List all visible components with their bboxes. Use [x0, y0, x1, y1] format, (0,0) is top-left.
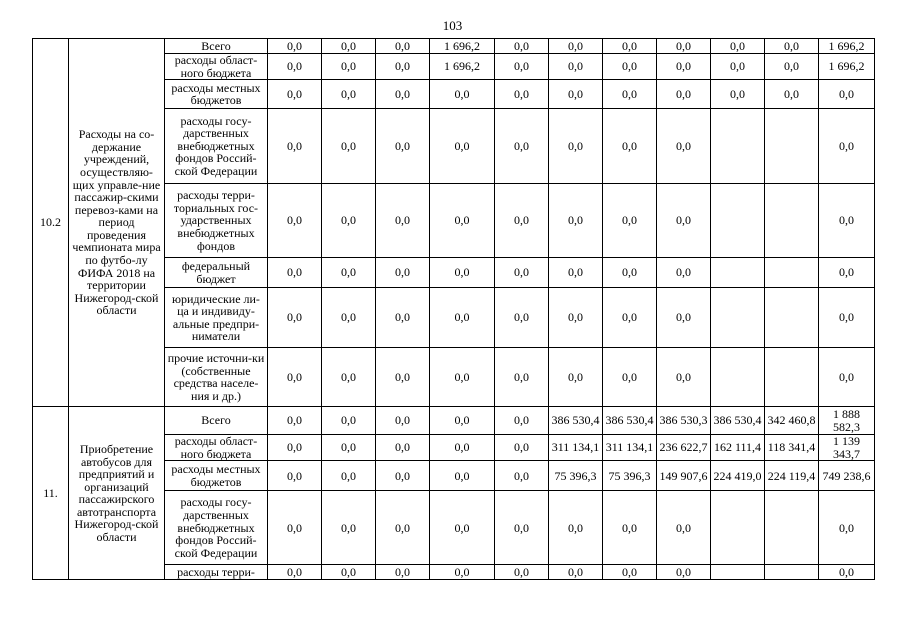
value-cell: 0,0: [376, 288, 430, 348]
value-cell: 0,0: [268, 435, 322, 461]
funding-category: расходы терри-ториальных гос-ударственных внебюджетных фондов: [165, 184, 268, 258]
value-cell: [711, 491, 765, 565]
value-cell: 0,0: [711, 54, 765, 80]
value-cell: 0,0: [657, 491, 711, 565]
value-cell: 0,0: [711, 80, 765, 109]
value-cell: 0,0: [322, 109, 376, 184]
value-cell: 0,0: [819, 491, 875, 565]
value-cell: 0,0: [268, 407, 322, 435]
value-cell: 0,0: [549, 184, 603, 258]
value-cell: [711, 288, 765, 348]
value-cell: 0,0: [322, 435, 376, 461]
value-cell: [765, 288, 819, 348]
value-cell: 0,0: [657, 80, 711, 109]
value-cell: 0,0: [819, 288, 875, 348]
value-cell: [765, 565, 819, 580]
value-cell: 0,0: [819, 80, 875, 109]
value-cell: 0,0: [376, 109, 430, 184]
value-cell: 0,0: [376, 407, 430, 435]
value-cell: 0,0: [819, 109, 875, 184]
value-cell: 0,0: [430, 435, 495, 461]
value-cell: 1 696,2: [819, 54, 875, 80]
value-cell: 224 419,0: [711, 461, 765, 491]
value-cell: [711, 348, 765, 407]
value-cell: 0,0: [495, 435, 549, 461]
value-cell: 0,0: [322, 565, 376, 580]
value-cell: 0,0: [268, 565, 322, 580]
value-cell: 0,0: [495, 184, 549, 258]
value-cell: 0,0: [430, 348, 495, 407]
table-body: [33, 39, 875, 580]
value-cell: 386 530,4: [711, 407, 765, 435]
value-cell: 0,0: [322, 407, 376, 435]
value-cell: 0,0: [603, 39, 657, 54]
value-cell: 0,0: [657, 565, 711, 580]
value-cell: 0,0: [430, 565, 495, 580]
value-cell: 0,0: [268, 39, 322, 54]
value-cell: 75 396,3: [549, 461, 603, 491]
value-cell: 0,0: [376, 435, 430, 461]
value-cell: 0,0: [495, 80, 549, 109]
value-cell: 0,0: [549, 491, 603, 565]
value-cell: 0,0: [603, 258, 657, 288]
value-cell: 0,0: [430, 184, 495, 258]
value-cell: 0,0: [657, 184, 711, 258]
value-cell: 0,0: [268, 461, 322, 491]
value-cell: 0,0: [819, 258, 875, 288]
value-cell: 0,0: [430, 258, 495, 288]
value-cell: 162 111,4: [711, 435, 765, 461]
value-cell: 0,0: [819, 565, 875, 580]
funding-category: прочие источни-ки (собственные средства населе-ния и др.): [165, 348, 268, 407]
value-cell: 0,0: [819, 184, 875, 258]
value-cell: 0,0: [711, 39, 765, 54]
value-cell: 0,0: [603, 348, 657, 407]
value-cell: 0,0: [495, 288, 549, 348]
value-cell: 224 119,4: [765, 461, 819, 491]
value-cell: [711, 184, 765, 258]
value-cell: 749 238,6: [819, 461, 875, 491]
budget-table: [32, 38, 875, 580]
value-cell: 0,0: [495, 39, 549, 54]
value-cell: 386 530,3: [657, 407, 711, 435]
section-number: 11.: [33, 407, 69, 580]
value-cell: 0,0: [376, 565, 430, 580]
value-cell: 0,0: [430, 407, 495, 435]
value-cell: 0,0: [549, 288, 603, 348]
value-cell: 311 134,1: [549, 435, 603, 461]
value-cell: 0,0: [603, 80, 657, 109]
value-cell: 0,0: [603, 565, 657, 580]
value-cell: 149 907,6: [657, 461, 711, 491]
value-cell: 0,0: [268, 80, 322, 109]
value-cell: 0,0: [268, 184, 322, 258]
value-cell: 0,0: [430, 109, 495, 184]
value-cell: [765, 184, 819, 258]
value-cell: [711, 109, 765, 184]
value-cell: 0,0: [430, 491, 495, 565]
value-cell: 0,0: [549, 80, 603, 109]
funding-category: расходы терри-: [165, 565, 268, 580]
value-cell: 386 530,4: [603, 407, 657, 435]
value-cell: 236 622,7: [657, 435, 711, 461]
value-cell: 0,0: [322, 184, 376, 258]
value-cell: 0,0: [495, 461, 549, 491]
funding-category: расходы госу-дарственных внебюджетных фондов Россий-ской Федерации: [165, 109, 268, 184]
value-cell: 0,0: [495, 491, 549, 565]
section-title: Расходы на со-держание учреждений, осуществляю-щих управле-ние пассажир-скими перевоз-ками на период проведения чемпионата мира по футбо-лу ФИФА 2018 на территории Нижегород-ской области: [69, 39, 165, 407]
value-cell: 0,0: [322, 491, 376, 565]
funding-category: расходы госу-дарственных внебюджетных фондов Россий-ской Федерации: [165, 491, 268, 565]
value-cell: 0,0: [376, 461, 430, 491]
table-row: [33, 39, 875, 54]
value-cell: 0,0: [549, 565, 603, 580]
funding-category: юридические ли-ца и индивиду-альные предпри-ниматели: [165, 288, 268, 348]
value-cell: [765, 491, 819, 565]
funding-category: расходы област-ного бюджета: [165, 435, 268, 461]
value-cell: 0,0: [322, 54, 376, 80]
value-cell: 75 396,3: [603, 461, 657, 491]
value-cell: 0,0: [657, 348, 711, 407]
value-cell: 0,0: [549, 348, 603, 407]
value-cell: 0,0: [268, 348, 322, 407]
value-cell: 0,0: [765, 80, 819, 109]
value-cell: 0,0: [322, 39, 376, 54]
value-cell: 0,0: [603, 54, 657, 80]
table-row: [33, 407, 875, 435]
value-cell: 0,0: [765, 54, 819, 80]
value-cell: 0,0: [657, 258, 711, 288]
value-cell: 0,0: [549, 54, 603, 80]
value-cell: 0,0: [268, 258, 322, 288]
value-cell: 118 341,4: [765, 435, 819, 461]
value-cell: 0,0: [268, 109, 322, 184]
value-cell: 0,0: [322, 288, 376, 348]
value-cell: 0,0: [495, 54, 549, 80]
value-cell: 0,0: [430, 288, 495, 348]
value-cell: 0,0: [430, 461, 495, 491]
value-cell: 0,0: [603, 491, 657, 565]
value-cell: 0,0: [549, 109, 603, 184]
value-cell: 0,0: [376, 491, 430, 565]
page-number: 103: [442, 18, 463, 33]
funding-category: расходы местных бюджетов: [165, 461, 268, 491]
value-cell: 0,0: [549, 258, 603, 288]
value-cell: 0,0: [322, 80, 376, 109]
value-cell: 0,0: [603, 288, 657, 348]
value-cell: 0,0: [376, 39, 430, 54]
funding-category: Всего: [165, 39, 268, 54]
value-cell: [711, 258, 765, 288]
value-cell: 0,0: [495, 109, 549, 184]
value-cell: 0,0: [495, 258, 549, 288]
value-cell: 0,0: [376, 80, 430, 109]
value-cell: 0,0: [376, 348, 430, 407]
value-cell: 0,0: [657, 54, 711, 80]
value-cell: [765, 348, 819, 407]
funding-category: расходы местных бюджетов: [165, 80, 268, 109]
value-cell: 342 460,8: [765, 407, 819, 435]
value-cell: 0,0: [603, 109, 657, 184]
funding-category: Всего: [165, 407, 268, 435]
value-cell: 1 888 582,3: [819, 407, 875, 435]
value-cell: 0,0: [268, 288, 322, 348]
value-cell: 0,0: [603, 184, 657, 258]
funding-category: расходы област-ного бюджета: [165, 54, 268, 80]
value-cell: 1 696,2: [430, 39, 495, 54]
value-cell: 0,0: [376, 184, 430, 258]
value-cell: 311 134,1: [603, 435, 657, 461]
section-number: 10.2: [33, 39, 69, 407]
section-title: Приобретение автобусов для предприятий и организаций пассажирского автотранспорта Нижегород-ской области: [69, 407, 165, 580]
value-cell: 0,0: [430, 80, 495, 109]
value-cell: 0,0: [657, 39, 711, 54]
value-cell: [765, 258, 819, 288]
value-cell: [765, 109, 819, 184]
value-cell: 0,0: [322, 348, 376, 407]
value-cell: 0,0: [322, 258, 376, 288]
funding-category: федеральный бюджет: [165, 258, 268, 288]
value-cell: 0,0: [495, 348, 549, 407]
value-cell: 386 530,4: [549, 407, 603, 435]
value-cell: 1 696,2: [819, 39, 875, 54]
value-cell: 0,0: [322, 461, 376, 491]
value-cell: 0,0: [376, 54, 430, 80]
value-cell: 0,0: [549, 39, 603, 54]
value-cell: 0,0: [495, 565, 549, 580]
value-cell: 0,0: [268, 54, 322, 80]
value-cell: [711, 565, 765, 580]
value-cell: 0,0: [819, 348, 875, 407]
value-cell: 1 696,2: [430, 54, 495, 80]
value-cell: 0,0: [495, 407, 549, 435]
value-cell: 0,0: [657, 109, 711, 184]
value-cell: 0,0: [268, 491, 322, 565]
value-cell: 0,0: [657, 288, 711, 348]
value-cell: 1 139 343,7: [819, 435, 875, 461]
value-cell: 0,0: [376, 258, 430, 288]
value-cell: 0,0: [765, 39, 819, 54]
